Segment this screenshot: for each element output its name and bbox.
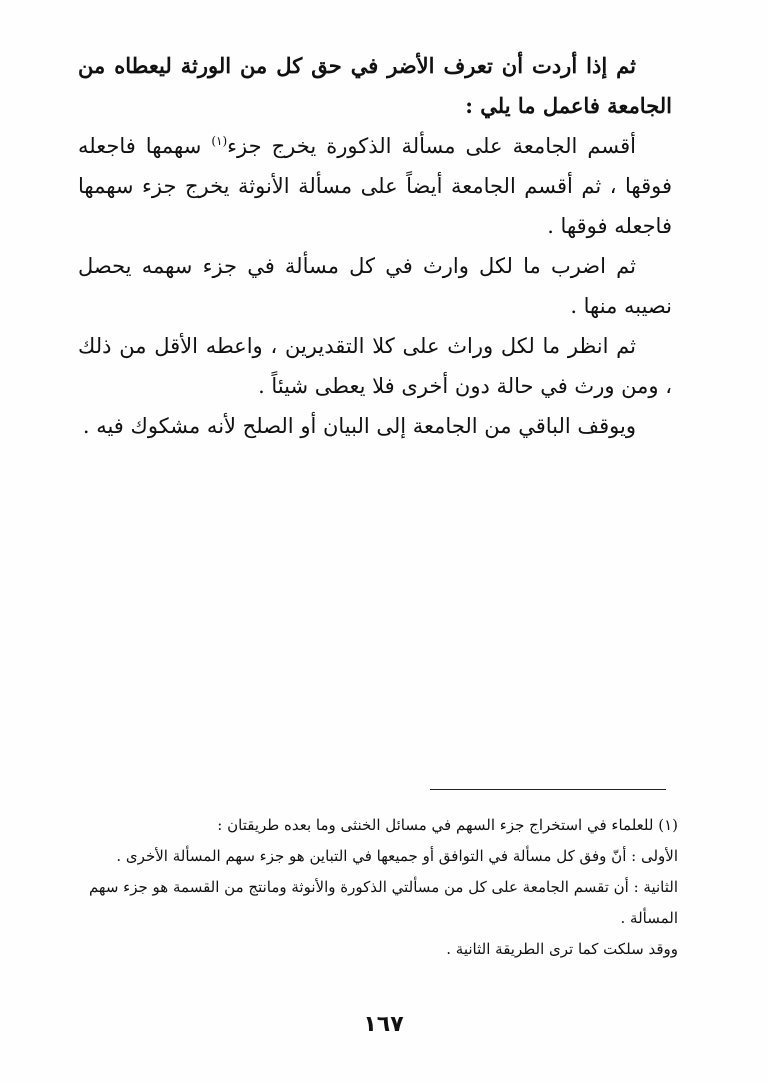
footnote-line-3: الثانية : أن تقسم الجامعة على كل من مسألتي الذكورة والأنوثة ومانتج من القسمة هو جزء سهم المسألة .	[88, 878, 678, 927]
paragraph-3: ثم اضرب ما لكل وارث في كل مسألة في جزء سهمه يحصل نصيبه منها .	[78, 254, 672, 318]
paragraph-1: ثم إذا أردت أن تعرف الأضر في حق كل من الورثة ليعطاه من الجامعة فاعمل ما يلي :	[78, 53, 672, 118]
footnotes	[78, 810, 678, 965]
footnote-separator	[430, 789, 666, 790]
paragraph-2-start: أقسم الجامعة على مسألة الذكورة يخرج جزء	[227, 134, 637, 158]
footnote-line-4: ووقد سلكت كما ترى الطريقة الثانية .	[446, 940, 678, 958]
paragraph-4: ثم انظر ما لكل وراث على كلا التقديرين ، واعطه الأقل من ذلك ، ومن ورث في حالة دون أخرى فلا يعطى شيئاً .	[78, 334, 672, 398]
paragraph-5: ويوقف الباقي من الجامعة إلى البيان أو الصلح لأنه مشكوك فيه .	[82, 414, 636, 438]
main-text	[78, 46, 672, 446]
footnote-ref: (١)	[211, 134, 228, 148]
footnote-line-2: الأولى : أنّ وفق كل مسألة في التوافق أو جميعها في التباين هو جزء سهم المسألة الأخرى .	[116, 847, 678, 865]
footnote-1: (١) للعلماء في استخراج جزء السهم في مسائل الخنثى وما بعده طريقتان :	[217, 816, 678, 834]
paragraph-2-end: سهمها فاجعله فوقها ، ثم أقسم الجامعة أيضاً على مسألة الأنوثة يخرج جزء سهمها فاجعله فوقها .	[78, 134, 672, 238]
paragraph-2	[78, 126, 672, 246]
page-number: ١٦٧	[363, 1012, 404, 1037]
